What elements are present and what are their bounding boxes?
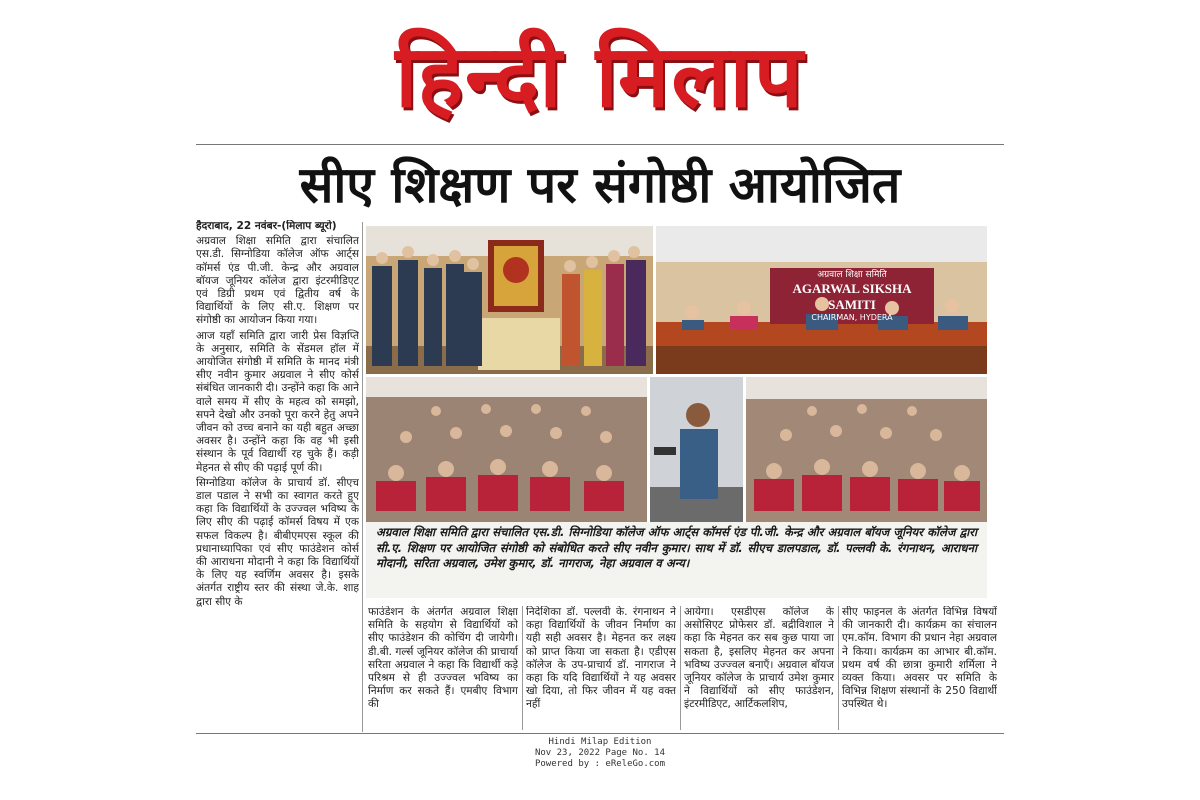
article-column-1 — [196, 220, 359, 732]
article-paragraph: आज यहाँ समिति द्वारा जारी प्रेस विज्ञप्ति के अनुसार, समिति के सेंडमल हॉल में आयोजित संगोष्ठी में समिति के मानद मंत्री सीए नवीन कुमार अग्रवाल ने सीए कोर्स संबंधित जानकारी दी। उन्होंने कहा कि आने वाले समय में सीए के महत्व को समझो, सपने देखो और उनको पूरा करने हेतु अपने जीवन को उच्च बनाने का यही बहुत अच्छा अवसर है। उन्होंने कहा कि वह भी इसी संस्थान के पूर्व विद्यार्थी रह चुके हैं। कड़ी मेहनत से सीए की पढ़ाई पूर्ण की। — [196, 329, 359, 474]
column-rule — [838, 606, 839, 730]
dateline: हैदराबाद, 22 नवंबर-(मिलाप ब्यूरो) — [196, 220, 337, 232]
banner-title: AGARWAL SIKSHA SAMITI — [792, 281, 912, 312]
banner-hindi: अग्रवाल शिक्षा समिति — [817, 270, 887, 280]
bottom-rule — [196, 733, 1004, 734]
column-rule — [680, 606, 681, 730]
article-column-4: आयेगा। एसडीएस कॉलेज के असोसिएट प्रोफेसर डॉ. बद्रीविशाल ने कहा कि मेहनत कर सब कुछ पाया जा सकता है, इसलिए मेहनत कर अपना भविष्य उज्ज्वल बनाएँ। अग्रवाल बॉयज जूनियर कॉलेज के प्राचार्य उमेश कुमार ने विद्यार्थियों को सीए फाउंडेशन, इंटरमीडिएट, आर्टिकलशिप, — [684, 606, 834, 711]
footer-edition: Hindi Milap Edition — [548, 737, 652, 747]
column-rule — [362, 222, 363, 732]
article-paragraph: अग्रवाल शिक्षा समिति द्वारा संचालित एस.डी. सिग्नोडिया कॉलेज ऑफ आर्ट्स कॉमर्स एंड पी.जी. केन्द्र और अग्रवाल बॉयज जूनियर कॉलेज द्वारा इंटरमीडिएट एवं डिग्री प्रथम एवं द्वितीय वर्ष के विद्यार्थियों के लिए सी.ए. शिक्षण पर संगोष्ठी का आयोजन किया गया। — [196, 235, 359, 327]
top-rule — [196, 144, 1004, 145]
article-column-3: निदेशिका डॉ. पल्लवी के. रंगनाथन ने कहा विद्यार्थियों के जीवन निर्माण का यही सही अवसर है। मेहनत कर लक्ष्य को प्राप्त किया जा सकता है। एडीएस कॉलेज के उप-प्राचार्य डॉ. नागराज ने कहा कि यदि विद्यार्थियों ने यह अवसर खो दिया, तो फिर जीवन में यह वक्त नहीं — [526, 606, 676, 711]
photo-audience-left — [366, 377, 647, 522]
banner-subtitle: CHAIRMAN, HYDERA — [811, 313, 893, 322]
footer-date-page: Nov 23, 2022 Page No. 14 — [534, 748, 666, 758]
footer — [500, 737, 700, 770]
photo-audience-right — [746, 377, 987, 522]
photo-dignitaries — [366, 226, 653, 374]
article-column-2: फाउंडेशन के अंतर्गत अग्रवाल शिक्षा समिति के सहयोग से विद्यार्थियों को सीए फाउंडेशन की कोचिंग दी जायेगी। डी.बी. गर्ल्स जूनियर कॉलेज की प्राचार्या सरिता अग्रवाल ने कहा कि विद्यार्थी कड़े परिश्रम से ही उज्ज्वल भविष्य का निर्माण कर सकते हैं। एमबीए विभाग की — [368, 606, 518, 711]
headline: सीए शिक्षण पर संगोष्ठी आयोजित — [299, 156, 901, 214]
photo-collage — [366, 226, 987, 522]
photo-speaker — [650, 377, 743, 522]
footer-powered-by: Powered by : eReleGo.com — [534, 759, 666, 769]
photo-caption: अग्रवाल शिक्षा समिति द्वारा संचालित एस.डी. सिग्नोडिया कॉलेज ऑफ आर्ट्स कॉमर्स एंड पी.जी. केन्द्र और अग्रवाल बॉयज जूनियर कॉलेज द्वारा सी.ए. शिक्षण पर आयोजित संगोष्ठी को संबोधित करते सीए नवीन कुमार। साथ में डॉ. सीएच डालपडाल, डॉ. पल्लवी के. रंगनाथन, आराधना मोदानी, सरिता अग्रवाल, उमेश कुमार, डॉ. नागराज, नेहा अग्रवाल व अन्य। — [366, 522, 987, 598]
article-paragraph: सिग्नोडिया कॉलेज के प्राचार्य डॉ. सीएच डाल पडाल ने सभी का स्वागत करते हुए कहा कि विद्यार्थियों के उज्ज्वल भविष्य के लिए सीए की पढ़ाई कॉमर्स विषय में एक सफल विकल्प है। बीबीएमएस स्कूल की प्रधानाध्यापिका एवं सीए फाउंडेशन कोर्स की आराधना मोदानी ने कहा कि विद्यार्थियों के लिए यह स्वर्णिम अवसर है। इसके अंतर्गत राष्ट्रीय स्तर की संस्था जे.के. शाह द्वारा सीए के — [196, 476, 359, 608]
column-rule — [522, 606, 523, 730]
article-column-5: सीए फाइनल के अंतर्गत विभिन्न विषयों की जानकारी दी। कार्यक्रम का संचालन एम.कॉम. विभाग की प्रधान नेहा अग्रवाल ने किया। कार्यक्रम का आभार बी.कॉम. प्रथम वर्ष की छात्रा कुमारी शर्मिला ने व्यक्त किया। अवसर पर समिति के विभिन्न शिक्षण संस्थानों के 250 विद्यार्थी उपस्थित थे। — [842, 606, 997, 711]
photo-stage-banner — [656, 226, 987, 374]
masthead-logo: हिन्दी मिलाप — [395, 26, 805, 127]
